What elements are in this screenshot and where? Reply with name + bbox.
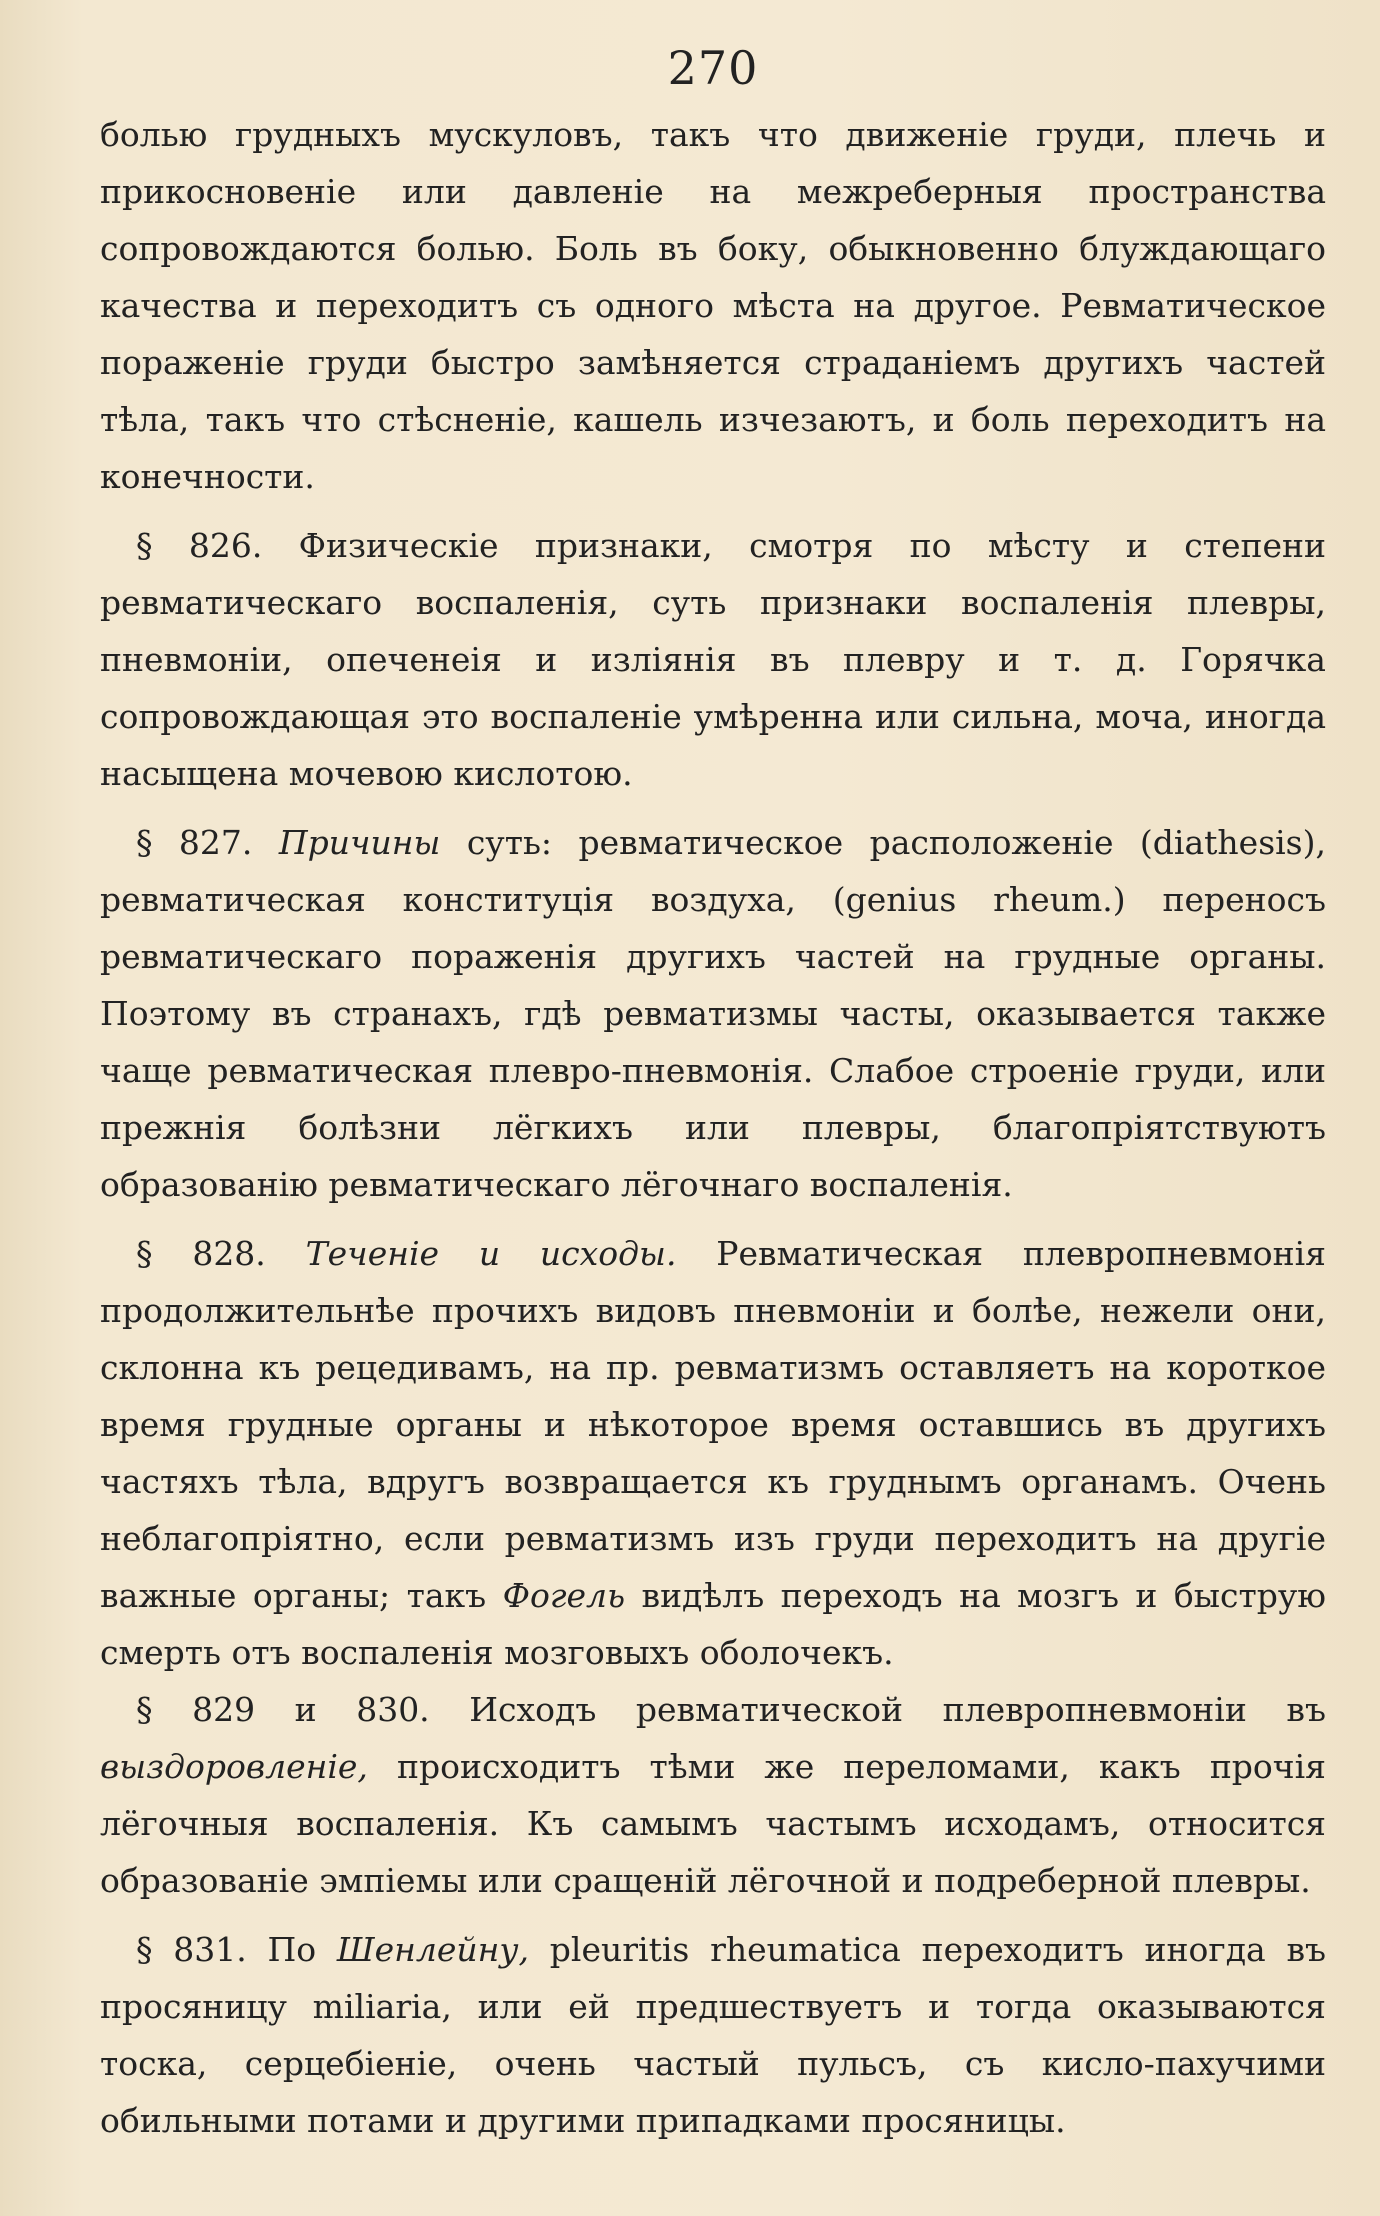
paragraph-text: болью грудныхъ мускуловъ, такъ что движеніе груди, плечь и прикосновеніе или давленіе на межреберныя пространства сопровождаются болью. Боль въ боку, обыкновенно блуждающаго качества и переходитъ съ одного мѣста на другое. Ревматическое пораженіе груди быстро замѣняется страданіемъ другихъ частей тѣла, такъ что стѣсненіе, кашель изчезаютъ, и боль переходитъ на конечности. xyxy=(100,115,1326,496)
page-number: 270 xyxy=(667,41,759,95)
paragraph-828 xyxy=(100,1225,1326,1681)
paragraph-text: Ревматическая плевропневмонія продолжительнѣе прочихъ видовъ пневмоніи и болѣе, нежели они, склонна къ рецедивамъ, на пр. ревматизмъ оставляетъ на короткое время грудные органы и нѣкоторое время оставшись въ другихъ частяхъ тѣла, вдругъ возвращается къ груднымъ органамъ. Очень неблагопріятно, если ревматизмъ изъ груди переходитъ на другіе важные органы; такъ xyxy=(100,1234,1326,1615)
section-number: § 828. xyxy=(136,1234,266,1273)
author-name: Шенлейну, xyxy=(336,1930,530,1969)
paragraph-text: видѣлъ переходъ на мозгъ и быструю смерть отъ воспаленія мозговыхъ оболочекъ. xyxy=(100,1576,1326,1672)
paragraph-text: По xyxy=(267,1930,317,1969)
paragraph-831 xyxy=(100,1921,1326,2149)
section-number: § 829 и 830. xyxy=(136,1690,430,1729)
section-heading: Теченіе и исходы. xyxy=(305,1234,677,1273)
page-body xyxy=(100,106,1326,2149)
paragraph-text: суть: ревматическое расположеніе (diathesis), ревматическая конституція воздуха, (genius rheum.) переносъ ревматическаго пораженія другихъ частей на грудные органы. Поэтому въ странахъ, гдѣ ревматизмы часты, оказывается также чаще ревматическая плевро-пневмонія. Слабое строеніе груди, или прежнія болѣзни лёгкихъ или плевры, благопріятствуютъ образованію ревматическаго лёгочнаго воспаленія. xyxy=(100,823,1326,1204)
paragraph-text: Физическіе признаки, смотря по мѣсту и степени ревматическаго воспаленія, суть признаки воспаленія плевры, пневмоніи, опеченеія и изліянія въ плевру и т. д. Горячка сопровождающая это воспаленіе умѣренна или сильна, моча, иногда насыщена мочевою кислотою. xyxy=(100,526,1326,793)
emphasized-term: выздоровленіе, xyxy=(100,1747,368,1786)
paragraph-text: pleuritis rheumatica переходитъ иногда въ просяницу miliaria, или ей предшествуетъ и тогда оказываются тоска, серцебіеніе, очень частый пульсъ, съ кисло-пахучими обильными потами и другими припадками просяницы. xyxy=(100,1930,1327,2140)
author-name: Фогель xyxy=(502,1576,626,1615)
paragraph-continuation xyxy=(100,106,1326,505)
section-number: § 827. xyxy=(136,823,253,862)
section-number: § 826. xyxy=(136,526,263,565)
section-heading: Причины xyxy=(278,823,441,862)
paragraph-text: Исходъ ревматической плевропневмоніи въ xyxy=(469,1690,1326,1729)
paragraph-826 xyxy=(100,517,1326,802)
paragraph-text: происходитъ тѣми же переломами, какъ прочія лёгочныя воспаленія. Къ самымъ частымъ исходамъ, относится образованіе эмпіемы или сращеній лёгочной и подреберной плевры. xyxy=(100,1747,1326,1900)
paragraph-827 xyxy=(100,814,1326,1213)
section-number: § 831. xyxy=(136,1930,247,1969)
paragraph-829-830 xyxy=(100,1681,1326,1909)
